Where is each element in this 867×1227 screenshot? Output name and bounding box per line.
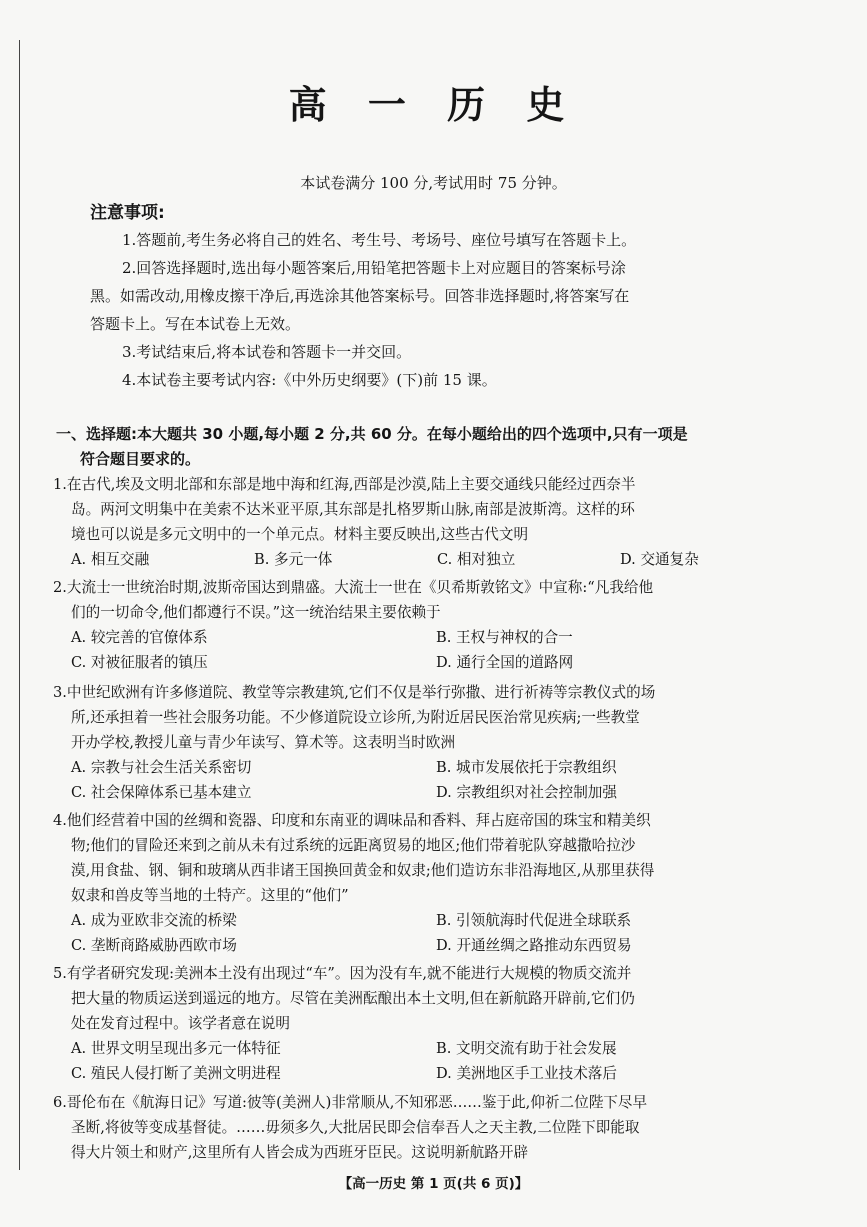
option-c: C. 社会保障体系已基本建立 bbox=[71, 784, 252, 801]
question-stem bbox=[53, 472, 803, 547]
options-row bbox=[53, 780, 803, 805]
question-1 bbox=[53, 472, 803, 572]
option-d: D. 通行全国的道路网 bbox=[436, 654, 574, 671]
option-b: B. 引领航海时代促进全球联系 bbox=[436, 912, 632, 929]
notice-line: 黑。如需改动,用橡皮擦干净后,再选涂其他答案标号。回答非选择题时,将答案写在 bbox=[90, 287, 630, 305]
notice-item-1 bbox=[90, 226, 802, 254]
stem-line: 把大量的物质运送到遥远的地方。尽管在美洲酝酿出本土文明,但在新航路开辟前,它们仍 bbox=[71, 990, 635, 1007]
question-2 bbox=[53, 575, 803, 675]
stem-line: 得大片领土和财产,这里所有人皆会成为西班牙臣民。这说明新航路开辟 bbox=[71, 1144, 529, 1161]
stem-line: 处在发育过程中。该学者意在说明 bbox=[71, 1015, 290, 1032]
binding-line bbox=[19, 40, 20, 1170]
question-6 bbox=[53, 1090, 803, 1165]
options-row bbox=[53, 650, 803, 675]
option-d: D. 开通丝绸之路推动东西贸易 bbox=[436, 937, 632, 954]
section-heading bbox=[56, 422, 801, 472]
stem-line: 岛。两河文明集中在美索不达米亚平原,其东部是扎格罗斯山脉,南部是波斯湾。这样的环 bbox=[71, 501, 635, 518]
stem-line: 奴隶和兽皮等当地的土特产。这里的“他们” bbox=[71, 887, 349, 904]
question-stem bbox=[53, 1090, 803, 1165]
option-d: D. 宗教组织对社会控制加强 bbox=[436, 784, 617, 801]
question-stem bbox=[53, 680, 803, 755]
option-b: B. 王权与神权的合一 bbox=[436, 629, 573, 646]
options-row bbox=[53, 755, 803, 780]
question-stem bbox=[53, 575, 803, 625]
notice-heading: 注意事项: bbox=[90, 203, 165, 223]
stem-line: 1.在古代,埃及文明北部和东部是地中海和红海,西部是沙漠,陆上主要交通线只能经过西奈半 bbox=[53, 476, 636, 493]
stem-line: 境也可以说是多元文明中的一个单元点。材料主要反映出,这些古代文明 bbox=[71, 526, 529, 543]
option-d: D. 交通复杂 bbox=[620, 551, 699, 568]
stem-line: 6.哥伦布在《航海日记》写道:彼等(美洲人)非常顺从,不知邪恶……鉴于此,仰祈二位陛下尽早 bbox=[53, 1094, 648, 1111]
stem-line: 漠,用食盐、钢、铜和玻璃从西非诸王国换回黄金和奴隶;他们造访东非沿海地区,从那里获得 bbox=[71, 862, 655, 879]
option-c: C. 对被征服者的镇压 bbox=[71, 654, 208, 671]
stem-line: 圣断,将彼等变成基督徒。……毋须多久,大批居民即会信奉吾人之天主教,二位陛下即能取 bbox=[71, 1119, 640, 1136]
section-heading-line: 符合题目要求的。 bbox=[80, 450, 201, 468]
options-row bbox=[53, 933, 803, 958]
option-c: C. 相对独立 bbox=[437, 551, 516, 568]
stem-line: 4.他们经营着中国的丝绸和瓷器、印度和东南亚的调味品和香料、拜占庭帝国的珠宝和精美织 bbox=[53, 812, 651, 829]
question-stem bbox=[53, 961, 803, 1036]
options-row bbox=[53, 547, 803, 572]
notice-line: 4.本试卷主要考试内容:《中外历史纲要》(下)前 15 课。 bbox=[122, 371, 497, 389]
notice-line: 3.考试结束后,将本试卷和答题卡一并交回。 bbox=[122, 343, 412, 361]
option-a: A. 相互交融 bbox=[71, 551, 150, 568]
notice-line: 答题卡上。写在本试卷上无效。 bbox=[90, 315, 301, 333]
option-b: B. 城市发展依托于宗教组织 bbox=[436, 759, 617, 776]
stem-line: 2.大流士一世统治时期,波斯帝国达到鼎盛。大流士一世在《贝希斯敦铭文》中宣称:“凡我给他 bbox=[53, 579, 654, 596]
page-footer: 【高一历史 第 1 页(共 6 页)】 bbox=[338, 1176, 529, 1192]
stem-line: 5.有学者研究发现:美洲本土没有出现过“车”。因为没有车,就不能进行大规模的物质交流并 bbox=[53, 965, 632, 982]
option-b: B. 多元一体 bbox=[254, 551, 333, 568]
options-row bbox=[53, 1036, 803, 1061]
question-4 bbox=[53, 808, 803, 958]
option-b: B. 文明交流有助于社会发展 bbox=[436, 1040, 617, 1057]
options-row bbox=[53, 1061, 803, 1086]
options-row bbox=[53, 625, 803, 650]
stem-line: 所,还承担着一些社会服务功能。不少修道院设立诊所,为附近居民医治常见疾病;一些教堂 bbox=[71, 709, 640, 726]
option-c: C. 殖民人侵打断了美洲文明进程 bbox=[71, 1065, 281, 1082]
exam-info: 本试卷满分 100 分,考试用时 75 分钟。 bbox=[300, 174, 567, 192]
option-d: D. 美洲地区手工业技术落后 bbox=[436, 1065, 617, 1082]
stem-line: 物;他们的冒险还来到之前从未有过系统的远距离贸易的地区;他们带着驼队穿越撒哈拉沙 bbox=[71, 837, 636, 854]
option-a: A. 成为亚欧非交流的桥梁 bbox=[71, 912, 237, 929]
notice-line: 1.答题前,考生务必将自己的姓名、考生号、考场号、座位号填写在答题卡上。 bbox=[122, 231, 637, 249]
notice-line: 2.回答选择题时,选出每小题答案后,用铅笔把答题卡上对应题目的答案标号涂 bbox=[122, 259, 626, 277]
stem-line: 开办学校,教授儿童与青少年读写、算术等。这表明当时欧洲 bbox=[71, 734, 456, 751]
option-c: C. 垄断商路威胁西欧市场 bbox=[71, 937, 237, 954]
section-heading-line: 一、选择题:本大题共 30 小题,每小题 2 分,共 60 分。在每小题给出的四个选项中,只有一项是 bbox=[56, 425, 688, 443]
option-a: A. 较完善的官僚体系 bbox=[71, 629, 208, 646]
notice-item-3 bbox=[90, 338, 802, 366]
option-a: A. 世界文明呈现出多元一体特征 bbox=[71, 1040, 281, 1057]
question-5 bbox=[53, 961, 803, 1086]
options-row bbox=[53, 908, 803, 933]
page-title: 高 一 历 史 bbox=[288, 83, 579, 127]
notice-item-4 bbox=[90, 366, 802, 394]
option-a: A. 宗教与社会生活关系密切 bbox=[71, 759, 252, 776]
stem-line: 们的一切命令,他们都遵行不误。”这一统治结果主要依赖于 bbox=[71, 604, 441, 621]
stem-line: 3.中世纪欧洲有许多修道院、教堂等宗教建筑,它们不仅是举行弥撒、进行祈祷等宗教仪式的场 bbox=[53, 684, 656, 701]
notice-item-2 bbox=[90, 254, 802, 338]
question-stem bbox=[53, 808, 803, 908]
question-3 bbox=[53, 680, 803, 805]
